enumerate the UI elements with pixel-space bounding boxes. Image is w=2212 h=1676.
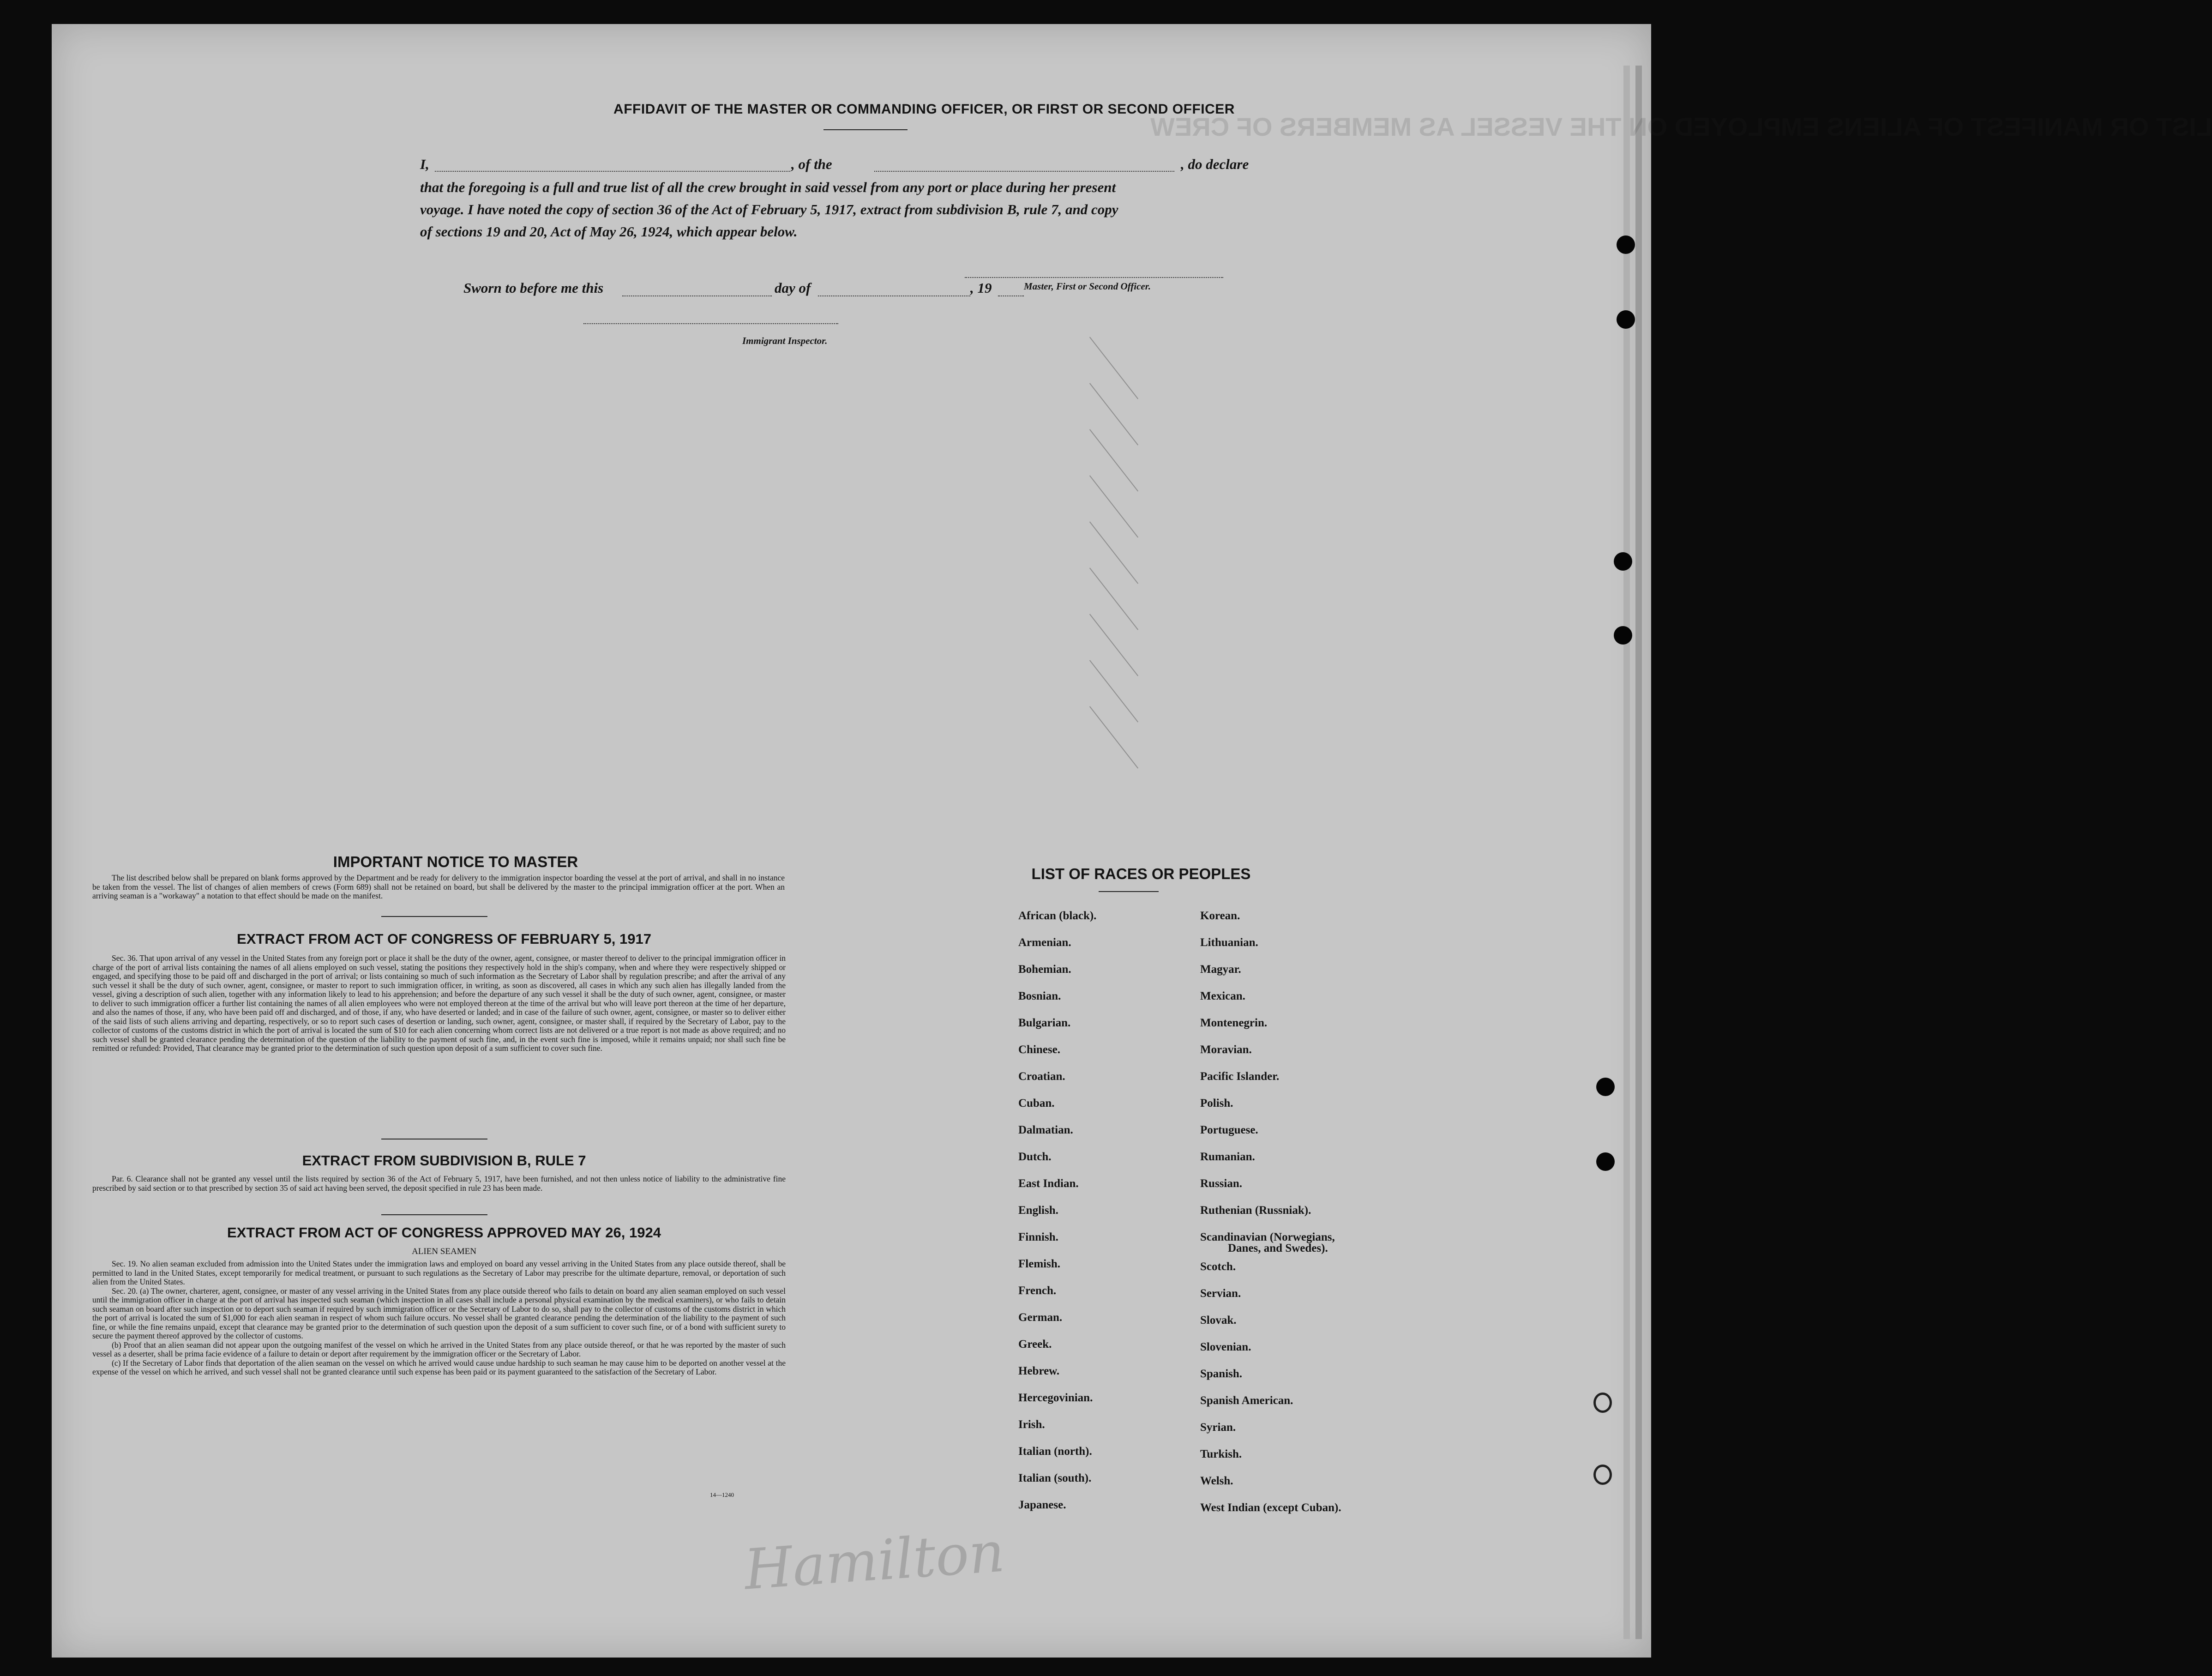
binder-hole xyxy=(1614,626,1632,645)
master-label: Master, First or Second Officer. xyxy=(1024,281,1151,292)
race-item: English. xyxy=(1018,1204,1058,1217)
bleed-through-text: LIST OR MANIFEST OF ALIENS EMPLOYED ON THE VESSEL AS MEMBERS OF CREW xyxy=(1150,112,2212,141)
pen-mark xyxy=(1089,383,1138,445)
year-text: , 19 xyxy=(970,280,992,296)
race-item: Korean. xyxy=(1200,910,1240,922)
extract-1924-heading: EXTRACT FROM ACT OF CONGRESS APPROVED MAY 26, 1924 xyxy=(227,1224,661,1241)
pen-mark xyxy=(1089,337,1138,399)
races-underline xyxy=(1099,891,1159,892)
race-item: Dalmatian. xyxy=(1018,1124,1073,1136)
race-item: Montenegrin. xyxy=(1200,1017,1268,1029)
race-item: East Indian. xyxy=(1018,1177,1079,1190)
pen-mark xyxy=(1089,706,1138,768)
binder-hole xyxy=(1596,1152,1615,1171)
sec-36-paragraph: Sec. 36. That upon arrival of any vessel in the United States from any foreign port or place it shall be the duty of the owner, agent, consignee, or master thereof to deliver to the principal immigration officer in charge of the port of arrival lists containing the names of all aliens employed on such vessel, stating the positions they respectively hold in the ship's company, when and where they were respectively shipped or engaged, and specifying those to be paid off and discharged in the port of arrival; or lists containing so much of such information as the Secretary of Labor shall by regulation prescribe; and after the arrival of any such vessel it shall be the duty of such owner, agent, consignee, or master to report to such immigration officer, in writing, as soon as discovered, all cases in which any such alien has illegally landed from the vessel, giving a description of such alien, together with any information likely to lead to his apprehension; and before the departure of any such vessel it shall be the duty of such owner, agent, consignee, or master to deliver to such immigration officer a further list containing the names of all alien employees who were not employed thereon at the time of the arrival but who will leave port thereon at the time of her departure, and also the names of those, if any, who have been paid off and discharged, and of those, if any, who have deserted or landed; and in case of the failure of such owner, agent, consignee, or master so to deliver either of the said lists of such aliens arriving and departing, respectively, or so to report such cases of desertion or landing, such owner, agent, consignee, or master shall, if required by the Secretary of Labor, pay to the collector of customs of the customs district in which the port of arrival is located the sum of $10 for each alien concerning whom correct lists are not delivered or a true report is not made as above required; and no such vessel shall be granted clearance pending the determination of the question of the liability to the payment of such fine, and, in the event such fine is imposed, while it remains unpaid; nor shall such fine be remitted or refunded: Provided, That clearance may be granted prior to the determination of such question upon deposit of a sum sufficient to cover such fine. xyxy=(92,953,786,1053)
affidavit-line-2: that the foregoing is a full and true list of all the crew brought in said vessel from any port or place during her present xyxy=(420,179,1116,195)
notice-text xyxy=(92,874,785,901)
sec-19-paragraph: Sec. 19. No alien seaman excluded from admission into the United States under the immigration laws and employed on board any vessel arriving in the United States from any place outside thereof, shall be permitted to land in the United States, except temporarily for medical treatment, or pursuant to such regulations as the Secretary of Labor may prescribe for the ultimate departure, removal, or deportation of such alien from the United States. xyxy=(92,1259,786,1286)
binder-hole xyxy=(1617,310,1635,329)
race-item: Chinese. xyxy=(1018,1043,1060,1056)
binder-hole xyxy=(1593,1393,1612,1413)
form-number: 14—1240 xyxy=(710,1491,734,1498)
race-item: Ruthenian (Russniak). xyxy=(1200,1204,1311,1217)
race-item: African (black). xyxy=(1018,910,1097,922)
year-blank[interactable] xyxy=(998,295,1024,296)
binder-hole xyxy=(1593,1465,1612,1485)
inspector-label: Immigrant Inspector. xyxy=(742,335,828,346)
race-item: Armenian. xyxy=(1018,936,1071,949)
inspector-signature-blank[interactable] xyxy=(583,323,838,324)
race-item: Hercegovinian. xyxy=(1018,1392,1093,1404)
faint-signature: Hamilton xyxy=(742,1520,1007,1603)
race-item: Hebrew. xyxy=(1018,1365,1060,1377)
binder-hole xyxy=(1614,552,1632,571)
pen-mark xyxy=(1089,521,1138,584)
affidavit-title: AFFIDAVIT OF THE MASTER OR COMMANDING OFFICER, OR FIRST OR SECOND OFFICER xyxy=(613,102,1235,117)
race-item: Syrian. xyxy=(1200,1421,1236,1434)
vessel-blank[interactable] xyxy=(874,171,1174,172)
race-item: Spanish American. xyxy=(1200,1394,1293,1407)
race-item: Slovenian. xyxy=(1200,1341,1251,1353)
rule-7-heading: EXTRACT FROM SUBDIVISION B, RULE 7 xyxy=(302,1152,586,1169)
race-item: Mexican. xyxy=(1200,990,1245,1002)
extract-1917-text xyxy=(92,954,786,1053)
race-item: German. xyxy=(1018,1311,1063,1324)
day-of-text: day of xyxy=(775,280,811,296)
race-item: Rumanian. xyxy=(1200,1151,1255,1163)
race-item: Russian. xyxy=(1200,1177,1243,1190)
rule-7-paragraph: Par. 6. Clearance shall not be granted any vessel until the lists required by section 36 of the Act of February 5, 1917, have been furnished, and not then unless notice of liability to the administrative fine prescribed by said section or to that prescribed by section 35 of said act having been served, the deposit specified in rule 23 has been made. xyxy=(92,1174,786,1193)
extract-1924-text xyxy=(92,1260,786,1377)
master-signature-blank[interactable] xyxy=(965,277,1223,278)
race-item: Spanish. xyxy=(1200,1368,1243,1380)
race-item: Moravian. xyxy=(1200,1043,1252,1056)
race-item: Finnish. xyxy=(1018,1231,1058,1243)
section-divider xyxy=(381,916,487,917)
race-item: Lithuanian. xyxy=(1200,936,1258,949)
race-item: Croatian. xyxy=(1018,1070,1065,1083)
rule-7-text xyxy=(92,1175,786,1193)
race-item: Flemish. xyxy=(1018,1258,1060,1270)
page-edge xyxy=(1623,66,1630,1639)
race-item: Dutch. xyxy=(1018,1151,1052,1163)
race-item: Irish. xyxy=(1018,1418,1045,1431)
pen-mark xyxy=(1089,475,1138,537)
race-item: Portuguese. xyxy=(1200,1124,1258,1136)
pen-mark xyxy=(1089,614,1138,676)
race-item: Slovak. xyxy=(1200,1314,1237,1326)
races-heading: LIST OF RACES OR PEOPLES xyxy=(1031,865,1251,882)
title-underline xyxy=(823,129,908,130)
sworn-text: Sworn to before me this xyxy=(463,280,604,296)
sec-20b-paragraph: (b) Proof that an alien seaman did not appear upon the outgoing manifest of the vessel on which he arrived in the United States from any place outside thereof, or that he was reported by the master of such vessel as a deserter, shall be prima facie evidence of a failure to detain or deport after requirement by the immigration officer or the Secretary of Labor. xyxy=(92,1340,786,1358)
alien-seamen-subheading: ALIEN SEAMEN xyxy=(412,1247,476,1256)
race-item: Bulgarian. xyxy=(1018,1017,1071,1029)
pen-mark xyxy=(1089,429,1138,491)
pen-mark xyxy=(1089,660,1138,722)
race-item: Pacific Islander. xyxy=(1200,1070,1280,1083)
section-divider xyxy=(381,1214,487,1215)
document-page xyxy=(52,24,2212,1658)
race-item: Welsh. xyxy=(1200,1475,1233,1487)
binder-hole xyxy=(1617,235,1635,254)
affidavit-line-3: voyage. I have noted the copy of section 36 of the Act of February 5, 1917, extract from subdivision B, rule 7, and copy xyxy=(420,201,1118,217)
race-item: Bosnian. xyxy=(1018,990,1061,1002)
race-item: Japanese. xyxy=(1018,1499,1066,1511)
race-item: Scotch. xyxy=(1200,1260,1236,1273)
race-item: West Indian (except Cuban). xyxy=(1200,1501,1341,1514)
name-blank[interactable] xyxy=(435,171,790,172)
race-item: Italian (north). xyxy=(1018,1445,1092,1458)
race-item: Servian. xyxy=(1200,1287,1241,1300)
race-item: French. xyxy=(1018,1284,1057,1297)
race-item: Magyar. xyxy=(1200,963,1241,976)
notice-paragraph: The list described below shall be prepared on blank forms approved by the Department and be ready for delivery to the immigration inspector boarding the vessel at the port of arrival, and shall in no instance be taken from the vessel. The list of changes of alien members of crews (Form 689) shall not be retained on board, but shall be delivered by the master to the principal immigration officer at the port. When an arriving seaman is a "workaway" a notation to that effect should be made on the manifest. xyxy=(92,873,785,900)
sec-20a-paragraph: Sec. 20. (a) The owner, charterer, agent, consignee, or master of any vessel arriving in the United States from any place outside thereof who fails to detain on board any alien seaman employed on such vessel until the immigration officer in charge at the port of arrival has inspected such seaman (which inspection in all cases shall include a personal physical examination by the medical examiners), or who fails to detain such seaman on board after such inspection or to deport such seaman if required by such immigration officer or the Secretary of Labor to do so, shall pay to the collector of customs of the customs district in which the port of arrival is located the sum of $1,000 for each alien seaman in respect of whom such failure occurs. No vessel shall be granted clearance pending the determination of the liability to the payment of such fine, or while the fine remains unpaid, except that clearance may be granted prior to the determination of such question upon the deposit of a sum sufficient to cover such fine, or of a bond with sufficient surety to secure the payment thereof approved by the collector of customs. xyxy=(92,1286,786,1340)
race-item: Cuban. xyxy=(1018,1097,1055,1109)
affidavit-line-4: of sections 19 and 20, Act of May 26, 1924, which appear below. xyxy=(420,223,798,240)
sworn-month-blank[interactable] xyxy=(818,295,970,296)
affidavit-of-the: , of the xyxy=(791,156,832,172)
notice-heading: IMPORTANT NOTICE TO MASTER xyxy=(333,853,578,870)
sec-20c-paragraph: (c) If the Secretary of Labor finds that deportation of the alien seaman on the vessel on which he arrived would cause undue hardship to such seaman he may cause him to be deported on another vessel at the expense of the vessel on which he arrived, and such vessel shall not be granted clearance until such expense has been paid or its payment guaranteed to the satisfaction of the Secretary of Labor. xyxy=(92,1358,786,1376)
race-item: Greek. xyxy=(1018,1338,1052,1350)
extract-1917-heading: EXTRACT FROM ACT OF CONGRESS OF FEBRUARY 5, 1917 xyxy=(237,931,651,947)
race-item: Scandinavian (Norwegians, xyxy=(1200,1231,1335,1243)
race-item: Turkish. xyxy=(1200,1448,1242,1460)
race-item: Danes, and Swedes). xyxy=(1228,1242,1328,1254)
affidavit-i: I, xyxy=(420,156,429,172)
race-item: Italian (south). xyxy=(1018,1472,1092,1484)
page-edge xyxy=(1635,66,1642,1639)
sworn-day-blank[interactable] xyxy=(622,295,772,296)
pen-mark xyxy=(1089,567,1138,630)
race-item: Bohemian. xyxy=(1018,963,1071,976)
affidavit-declare: , do declare xyxy=(1181,156,1249,172)
binder-hole xyxy=(1596,1078,1615,1096)
race-item: Polish. xyxy=(1200,1097,1233,1109)
